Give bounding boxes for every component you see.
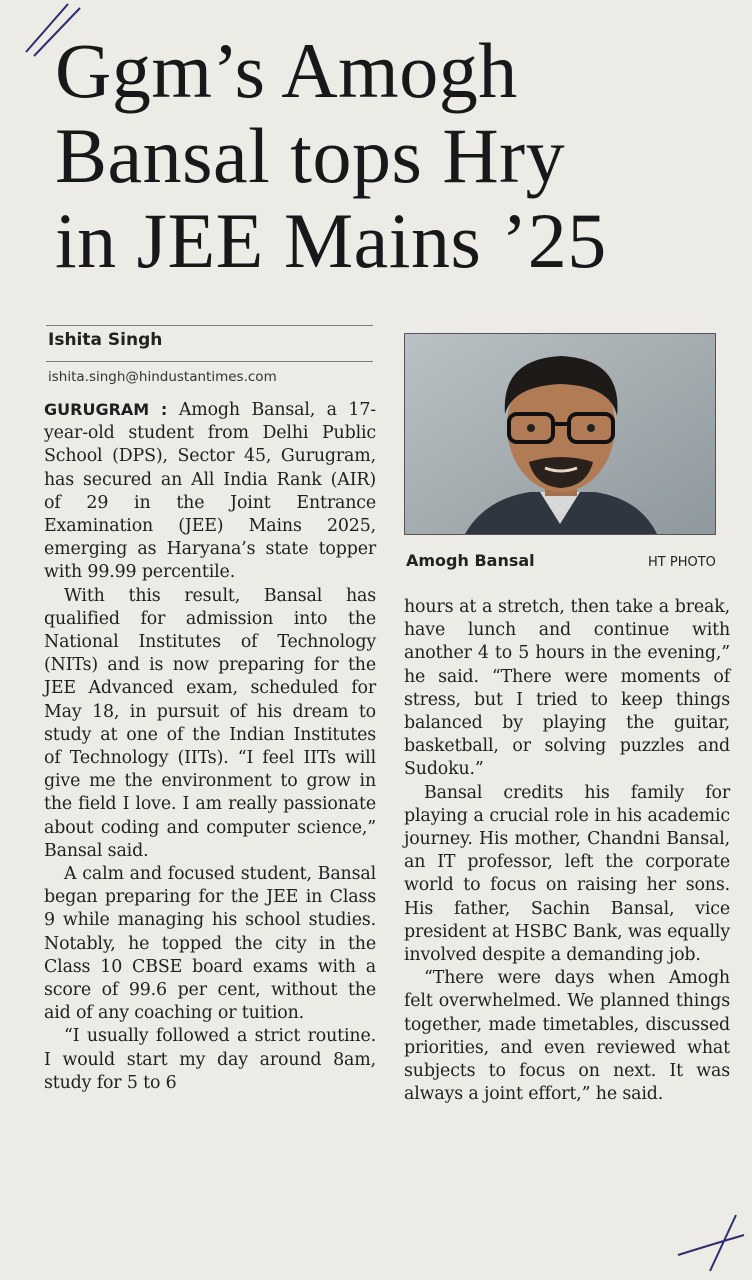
- paragraph-3: A calm and focused student, Bansal began preparing for the JEE in Class 9 while managing his school studies. Notably, he topped the city in the Class 10 CBSE board exams with a score of 99.6 per cent, without the aid of any coaching or tuition.: [44, 864, 376, 1024]
- photo-credit: HT PHOTO: [648, 555, 716, 570]
- headline-line-3: in JEE Mains ’25: [55, 197, 607, 284]
- portrait-illustration: [405, 334, 715, 534]
- paragraph-7: “There were days when Amogh felt overwhelmed. We planned things together, made timetables, discussed priorities, and even reviewed what subjects to focus on next. It was always a joint effort,” he said.: [404, 968, 730, 1105]
- byline-email: ishita.singh@hindustantimes.com: [48, 369, 277, 385]
- paragraph-5: hours at a stretch, then take a break, have lunch and continue with another 4 to 5 hours in the evening,” he said. “There were moments of stress, but I tried to keep things balanced by playing the guitar, basketball, or solving puzzles and Sudoku.”: [404, 597, 730, 780]
- paragraph-6: Bansal credits his family for playing a crucial role in his academic journey. His mother, Chandni Bansal, an IT professor, left the corporate world to focus on raising her sons. His father, Sachin Bansal, vice president at HSBC Bank, was equally involved despite a demanding job.: [404, 782, 730, 966]
- paragraph-1: [44, 398, 376, 585]
- byline-top-rule: [46, 325, 373, 326]
- byline-author: Ishita Singh: [48, 330, 163, 350]
- paragraph-2: With this result, Bansal has qualified for admission into the National Institutes of Technology (NITs) and is now preparing for the JEE Advanced exam, scheduled for May 18, in pursuit of his dream to study at one of the Indian Institutes of Technology (IITs). “I feel IITs will give me the environment to grow in the field I love. I am really passionate about coding and computer science,” Bansal said.: [44, 585, 376, 861]
- photo-caption: Amogh Bansal: [406, 551, 535, 570]
- headline-line-2: Bansal tops Hry: [55, 112, 566, 199]
- article-left-column: [44, 398, 376, 1095]
- article-right-column: [404, 596, 730, 1106]
- author-photo: [404, 333, 716, 535]
- byline-middle-rule: [46, 361, 373, 362]
- headline: [55, 28, 745, 283]
- dateline: GURUGRAM :: [44, 400, 168, 419]
- pen-mark-top-left: [20, 0, 90, 60]
- paragraph-4: “I usually followed a strict routine. I would start my day around 8am, study for 5 to 6: [44, 1026, 376, 1093]
- headline-line-1: Ggm’s Amogh: [55, 27, 518, 114]
- paragraph-1-text: Amogh Bansal, a 17-year-old student from Delhi Public School (DPS), Sector 45, Gurugram, has secured an All India Rank (AIR) of 29 in the Joint Entrance Examination (JEE) Mains 2025, emerging as Haryana’s state topper with 99.99 percentile.: [44, 400, 376, 583]
- pen-mark-bottom-right: [670, 1205, 750, 1275]
